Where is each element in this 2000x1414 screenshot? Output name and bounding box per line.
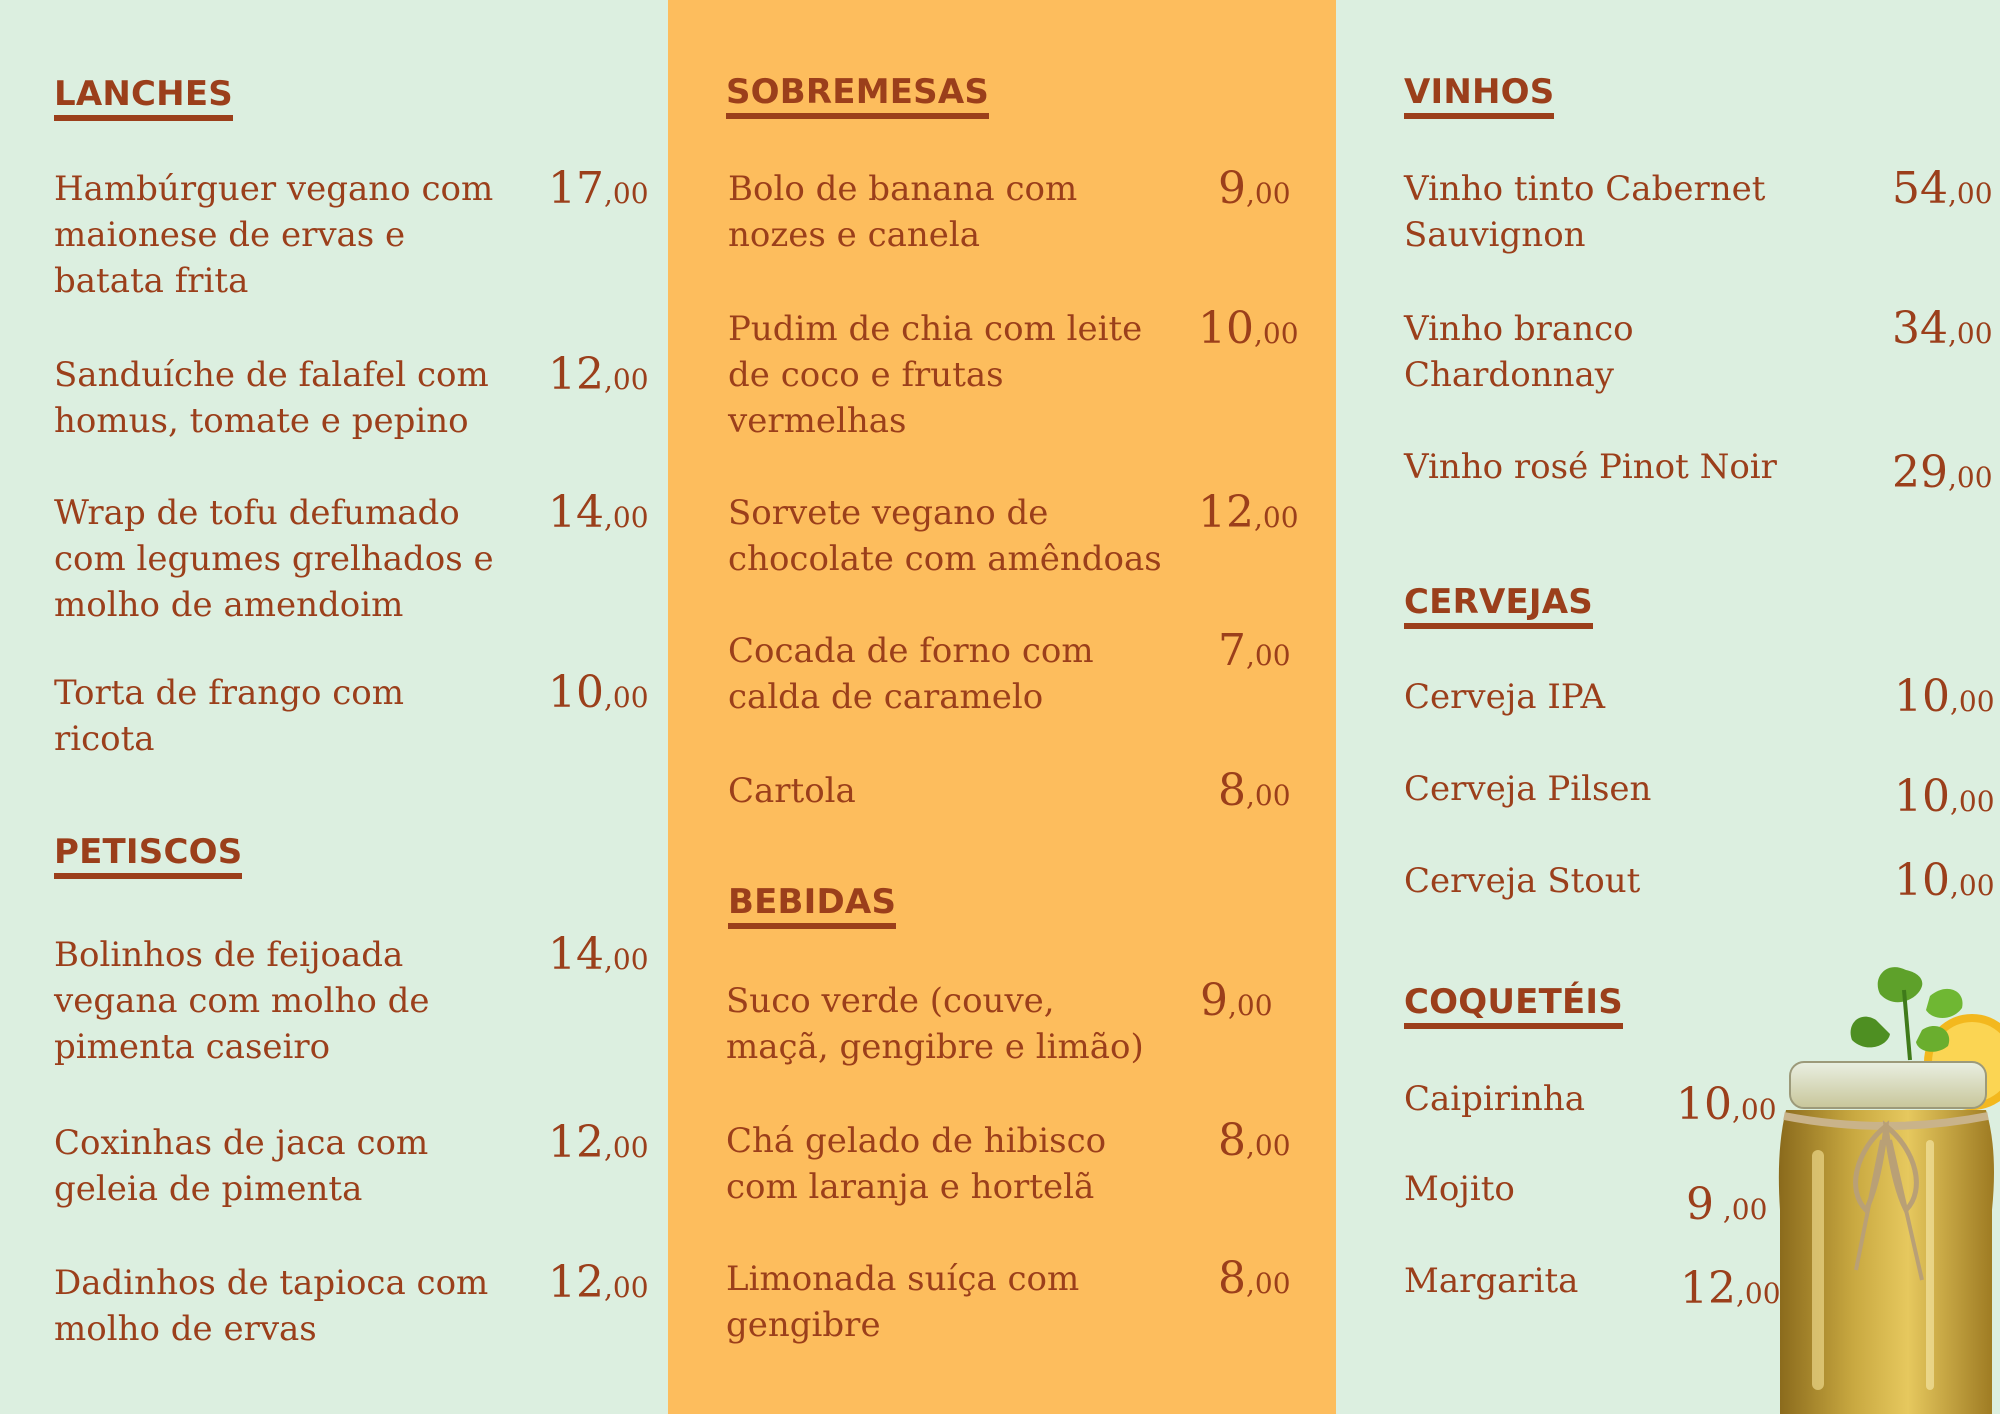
price-decimal: ,00 <box>1228 989 1273 1022</box>
item-price <box>1892 447 1993 501</box>
item-name: Mojito <box>1404 1169 1515 1209</box>
item-price <box>1892 163 1993 217</box>
item-price <box>1218 765 1291 819</box>
item-price <box>1198 303 1299 357</box>
price-integer: 12 <box>548 349 604 400</box>
price-integer: 9 <box>1200 975 1228 1026</box>
price-decimal: ,00 <box>604 681 649 714</box>
item-name: Cerveja Pilsen <box>1404 769 1652 809</box>
item-price <box>1218 1253 1291 1307</box>
price-decimal: ,00 <box>1246 1129 1291 1162</box>
price-decimal: ,00 <box>604 501 649 534</box>
item-price <box>548 929 649 983</box>
item-name: Torta de frango com ricota <box>54 673 404 759</box>
item-name: Wrap de tofu defumado com legumes grelhados e molho de amendoim <box>54 493 494 625</box>
price-decimal: ,00 <box>1950 685 1995 718</box>
item-price <box>548 349 649 403</box>
item-name: Chá gelado de hibisco com laranja e hortelã <box>726 1121 1107 1207</box>
item-name: Coxinhas de jaca com geleia de pimenta <box>54 1123 429 1209</box>
price-decimal: ,00 <box>1254 317 1299 350</box>
section-title-coqueteis: COQUETÉIS <box>1404 984 1623 1029</box>
lemonade-jar-icon <box>1776 950 2000 1414</box>
item-name: Limonada suíça com gengibre <box>726 1259 1080 1345</box>
price-integer: 8 <box>1218 1115 1246 1166</box>
price-decimal: ,00 <box>604 363 649 396</box>
item-price <box>1218 163 1291 217</box>
price-integer: 10 <box>1676 1079 1732 1130</box>
price-decimal: ,00 <box>1254 501 1299 534</box>
item-price <box>1686 1179 1768 1233</box>
price-decimal: ,00 <box>604 1131 649 1164</box>
menu-column-right <box>1336 0 2000 1414</box>
item-price <box>548 1257 649 1311</box>
item-price <box>1894 771 1995 825</box>
item-price <box>1200 975 1273 1029</box>
section-title-sobremesas: SOBREMESAS <box>726 74 989 119</box>
price-decimal: ,00 <box>1950 869 1995 902</box>
price-decimal: ,00 <box>1732 1093 1777 1126</box>
price-integer: 29 <box>1892 447 1948 498</box>
item-name: Bolinhos de feijoada vegana com molho de pimenta caseiro <box>54 935 430 1067</box>
price-integer: 7 <box>1218 625 1246 676</box>
price-integer: 14 <box>548 487 604 538</box>
item-price <box>1894 671 1995 725</box>
item-price <box>1198 487 1299 541</box>
item-name: Suco verde (couve, maçã, gengibre e limão) <box>726 981 1144 1067</box>
price-decimal: ,00 <box>604 943 649 976</box>
price-integer: 54 <box>1892 163 1948 214</box>
item-name: Cerveja IPA <box>1404 677 1606 717</box>
menu-column-middle <box>668 0 1336 1414</box>
price-decimal: ,00 <box>1948 461 1993 494</box>
menu-column-left <box>0 0 668 1414</box>
item-name: Hambúrguer vegano com maionese de ervas e batata frita <box>54 169 494 301</box>
price-decimal: ,00 <box>1948 317 1993 350</box>
item-price <box>548 487 649 541</box>
item-price <box>1680 1263 1781 1317</box>
price-integer: 17 <box>548 163 604 214</box>
section-title-bebidas: BEBIDAS <box>728 884 896 929</box>
price-decimal: ,00 <box>1948 177 1993 210</box>
price-decimal: ,00 <box>1714 1193 1768 1226</box>
item-name: Dadinhos de tapioca com molho de ervas <box>54 1263 489 1349</box>
item-price <box>1218 1115 1291 1169</box>
price-decimal: ,00 <box>1950 785 1995 818</box>
price-decimal: ,00 <box>604 177 649 210</box>
item-name: Pudim de chia com leite de coco e frutas vermelhas <box>728 309 1143 441</box>
price-integer: 10 <box>1894 855 1950 906</box>
price-integer: 10 <box>1198 303 1254 354</box>
item-price <box>1894 855 1995 909</box>
price-integer: 9 <box>1686 1179 1714 1230</box>
price-integer: 14 <box>548 929 604 980</box>
item-name: Cartola <box>728 771 856 811</box>
item-price <box>1676 1079 1777 1133</box>
item-name: Sanduíche de falafel com homus, tomate e pepino <box>54 355 489 441</box>
price-integer: 10 <box>1894 771 1950 822</box>
item-name: Vinho rosé Pinot Noir <box>1404 447 1777 487</box>
price-integer: 12 <box>1198 487 1254 538</box>
item-name: Sorvete vegano de chocolate com amêndoas <box>728 493 1162 579</box>
section-title-petiscos: PETISCOS <box>54 834 242 879</box>
item-price <box>1218 625 1291 679</box>
price-decimal: ,00 <box>1246 639 1291 672</box>
price-integer: 12 <box>1680 1263 1736 1314</box>
item-name: Vinho tinto Cabernet Sauvignon <box>1404 169 1766 255</box>
item-name: Caipirinha <box>1404 1079 1585 1119</box>
price-integer: 12 <box>548 1257 604 1308</box>
item-name: Vinho branco Chardonnay <box>1404 309 1634 395</box>
price-integer: 10 <box>1894 671 1950 722</box>
section-title-cervejas: CERVEJAS <box>1404 584 1593 629</box>
item-name: Cocada de forno com calda de caramelo <box>728 631 1094 717</box>
section-title-lanches: LANCHES <box>54 76 233 121</box>
price-integer: 34 <box>1892 303 1948 354</box>
price-integer: 8 <box>1218 765 1246 816</box>
price-decimal: ,00 <box>1246 779 1291 812</box>
section-title-vinhos: VINHOS <box>1404 74 1554 119</box>
price-decimal: ,00 <box>604 1271 649 1304</box>
item-price <box>548 163 649 217</box>
price-decimal: ,00 <box>1736 1277 1781 1310</box>
item-name: Cerveja Stout <box>1404 861 1641 901</box>
item-price <box>548 667 649 721</box>
item-name: Margarita <box>1404 1261 1579 1301</box>
price-integer: 10 <box>548 667 604 718</box>
price-integer: 8 <box>1218 1253 1246 1304</box>
price-decimal: ,00 <box>1246 177 1291 210</box>
price-decimal: ,00 <box>1246 1267 1291 1300</box>
item-price <box>548 1117 649 1171</box>
item-name: Bolo de banana com nozes e canela <box>728 169 1078 255</box>
price-integer: 9 <box>1218 163 1246 214</box>
item-price <box>1892 303 1993 357</box>
price-integer: 12 <box>548 1117 604 1168</box>
